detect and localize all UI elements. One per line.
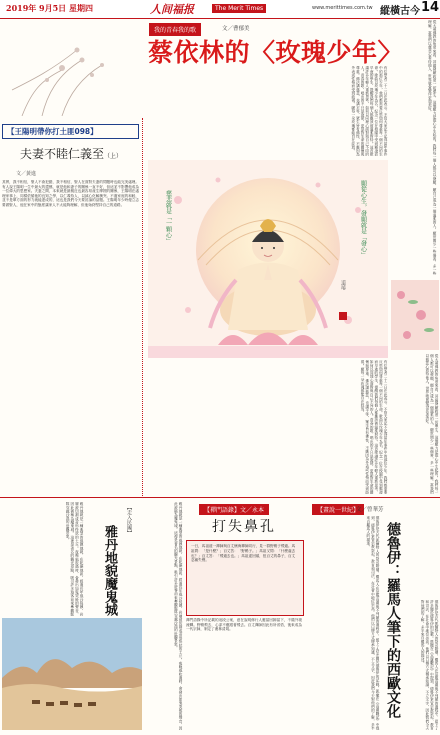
zen-title: 打失鼻孔: [212, 519, 276, 535]
druid-body: 德魯伊是古代凱爾特人的祭司階層，羅馬人在征服高盧與不列顛的過程中，留下了許多關於德魯伊的記載。凱撒在《高盧戰記》中提到，德魯伊掌管宗教祭祀、教育和司法，在社會中地位崇高。他們以口傳方式傳承知識，不立文字，因此我們今天對他們的了解，多半來自羅馬人的描述。: [366, 516, 380, 730]
article-title: 夫妻不睦仁義至（上）: [20, 147, 123, 161]
floral-strip: [391, 280, 439, 350]
website-url: www.merittimes.com.tw: [312, 5, 373, 11]
painting-caption-left: 慈悲就是「一顆心」: [164, 190, 172, 244]
desert-article-title: 雅丹地貌魔鬼城: [102, 525, 117, 616]
zen-quote-text: 一日，馬祖道一禪師與百丈懷海禪師同行，見一群野鴨子飛過。馬祖問：「是什麼？」百丈答：「野鴨子。」馬祖又問：「什麼處去也？」百丈答：「飛過去也。」馬祖遂回頭，扭百丈的鼻子，百丈忍痛失聲。: [191, 544, 296, 563]
druid-author: 文／曾華芳: [356, 507, 384, 513]
zen-body: 禪門語錄中所記載的這段公案，意在說明修行人應當回歸當下，不隨外境流轉。野鴨飛去，心卻不應跟著飛去。百丈禪師因此有所省悟，後來成為一代宗師，制定了叢林清規。: [186, 618, 302, 632]
feature-author: 文／曹郁美: [222, 26, 250, 32]
newspaper-logo: 人间福报: [150, 3, 194, 16]
bodhisattva-painting: [148, 160, 388, 358]
right-column-text: 從大乘佛教的角度來看，菩薩發願救度一切眾生，這個願力是從心中生起的。我們每一個人都可以發願，願自己成為一個溫柔的人，願世間少一些傷害，多一些理解。當我們以慈悲心看待他人，世界就會變得更加美好。: [428, 20, 437, 275]
druid-title: 德魯伊：羅馬人筆下的西歐文化: [385, 522, 401, 718]
article-body: 其實，我不相信，聖人不會犯錯，我不相信，聖人在面對夫妻的問題時也能完美處理。有人說王陽明一生中最大的遺憾，就是他和妻子的關係一直不好，但這並不影響他成為一位偉大的思想家。夫妻之間，本來就是最親近也最容易產生摩擦的關係，王陽明在處理家事上，同樣依循他的良知之學，以仁義待人，以誠心化解衝突。不過家庭的和睦，並不是單方面的努力就能達成的，這也是我們今天要討論的話題。王陽明年少時便立志要做聖人，他在家中的態度讓家人不太能夠理解，但他始終堅持自己的道路。: [2, 180, 139, 207]
article-author: 文／黃進: [16, 171, 37, 177]
issue-date: 2019年 9月5日 星期四: [6, 3, 93, 13]
series-banner: [2, 124, 139, 139]
desert-article-body-cont: 雅丹地貌是一種典型的風蝕地貌，在乾燥地區，經過長年風沙侵蝕，岩層被切割成奇形怪狀的土丘。夜晚風吹過時，會發出如鬼哭般的聲音，因此被稱為魔鬼城。這裡是著名的觀光景點，吸引許多遊客前來參觀駝隊穿越沙漠的壯觀景象。: [174, 502, 183, 730]
druid-body-cont: 德魯伊是古代凱爾特人的祭司階層，羅馬人在征服高盧與不列顛的過程中，留下了許多關於德魯伊的記載。凱撒在《高盧戰記》中提到，德魯伊掌管宗教祭祀、教育和司法，在社會中地位崇高。他們以口傳方式傳承知識，不立文字，因此我們今天對他們的了解，多半來自羅馬人的描述。: [421, 600, 439, 730]
feature-body-lower: 有位學者二十二日在此表示，不管大家記不記得當年事件中的那位少年，我們都需要反思如何尊重每一個不同的生命。歌曲以玫瑰少年為名，紀念一位在校園中受到霸凌而早逝的學生，提醒我們每個人都應該被溫柔對待。這首歌讓許多年輕人重新思考，如何以同理心面對與自己不同的人。青春的歌，唱出的不只是旋律，更是對生命的關懷與尊重。佛法講慈悲，也講平等，眾生皆有佛性，不應因為外表或性格而受到歧視。願每一朵玫瑰都能自在綻放。: [361, 360, 388, 494]
desert-photo: [2, 618, 142, 730]
section-name: 縱橫古今: [380, 6, 420, 17]
tree-illustration: [2, 20, 142, 116]
zen-tag: 【禪門語錄】文／永本: [199, 504, 269, 515]
right-column-text-lower: 從大乘佛教的角度來看，菩薩發願救度一切眾生，這個願力是從心中生起的。我們每一個人都可以發願，願自己成為一個溫柔的人，願世間少一些傷害，多一些理解。當我們以慈悲心看待他人，世界就會變得更加美好。: [425, 354, 439, 494]
page-number: 14: [421, 0, 440, 15]
left-article: [2, 118, 143, 496]
page-header: [0, 0, 440, 19]
druid-tag: 【畫說一世紀】: [312, 504, 364, 515]
feature-body: 有位學者二十二日在此表示，不管大家記不記得當年事件中的那位少年，我們都需要反思如何尊重每一個不同的生命。歌曲以玫瑰少年為名，紀念一位在校園中受到霸凌而早逝的學生，提醒我們每個人都應該被溫柔對待。這首歌讓許多年輕人重新思考，如何以同理心面對與自己不同的人。青春的歌，唱出的不只是旋律，更是對生命的關懷與尊重。佛法講慈悲，也講平等，眾生皆有佛性，不應因為外表或性格而受到歧視。願每一朵玫瑰都能自在綻放。: [351, 66, 388, 156]
desert-article-body: 雅丹地貌是一種典型的風蝕地貌，在乾燥地區，經過長年風沙侵蝕，岩層被切割成奇形怪狀的土丘。夜晚風吹過時，會發出如鬼哭般的聲音，因此被稱為魔鬼城。這裡是著名的觀光景點，吸引許多遊客前來參觀駝隊穿越沙漠的壯觀景象。: [66, 502, 84, 616]
newspaper-logo-en: The Merit Times: [212, 4, 266, 13]
desert-article-tag: 【走入民國】: [126, 505, 132, 535]
painting-signature: 道璿: [340, 280, 346, 290]
feature-tag: 我的青春我的歌: [149, 23, 201, 36]
zen-quote-box: [186, 540, 304, 616]
painting-caption-right: 願從心生，發願就是「發心」: [359, 180, 367, 258]
series-title: 【王陽明帶你打土匪098】: [7, 127, 98, 136]
section-divider: [0, 497, 440, 498]
feature-title: 蔡依林的〈玫瑰少年〉: [148, 38, 404, 67]
